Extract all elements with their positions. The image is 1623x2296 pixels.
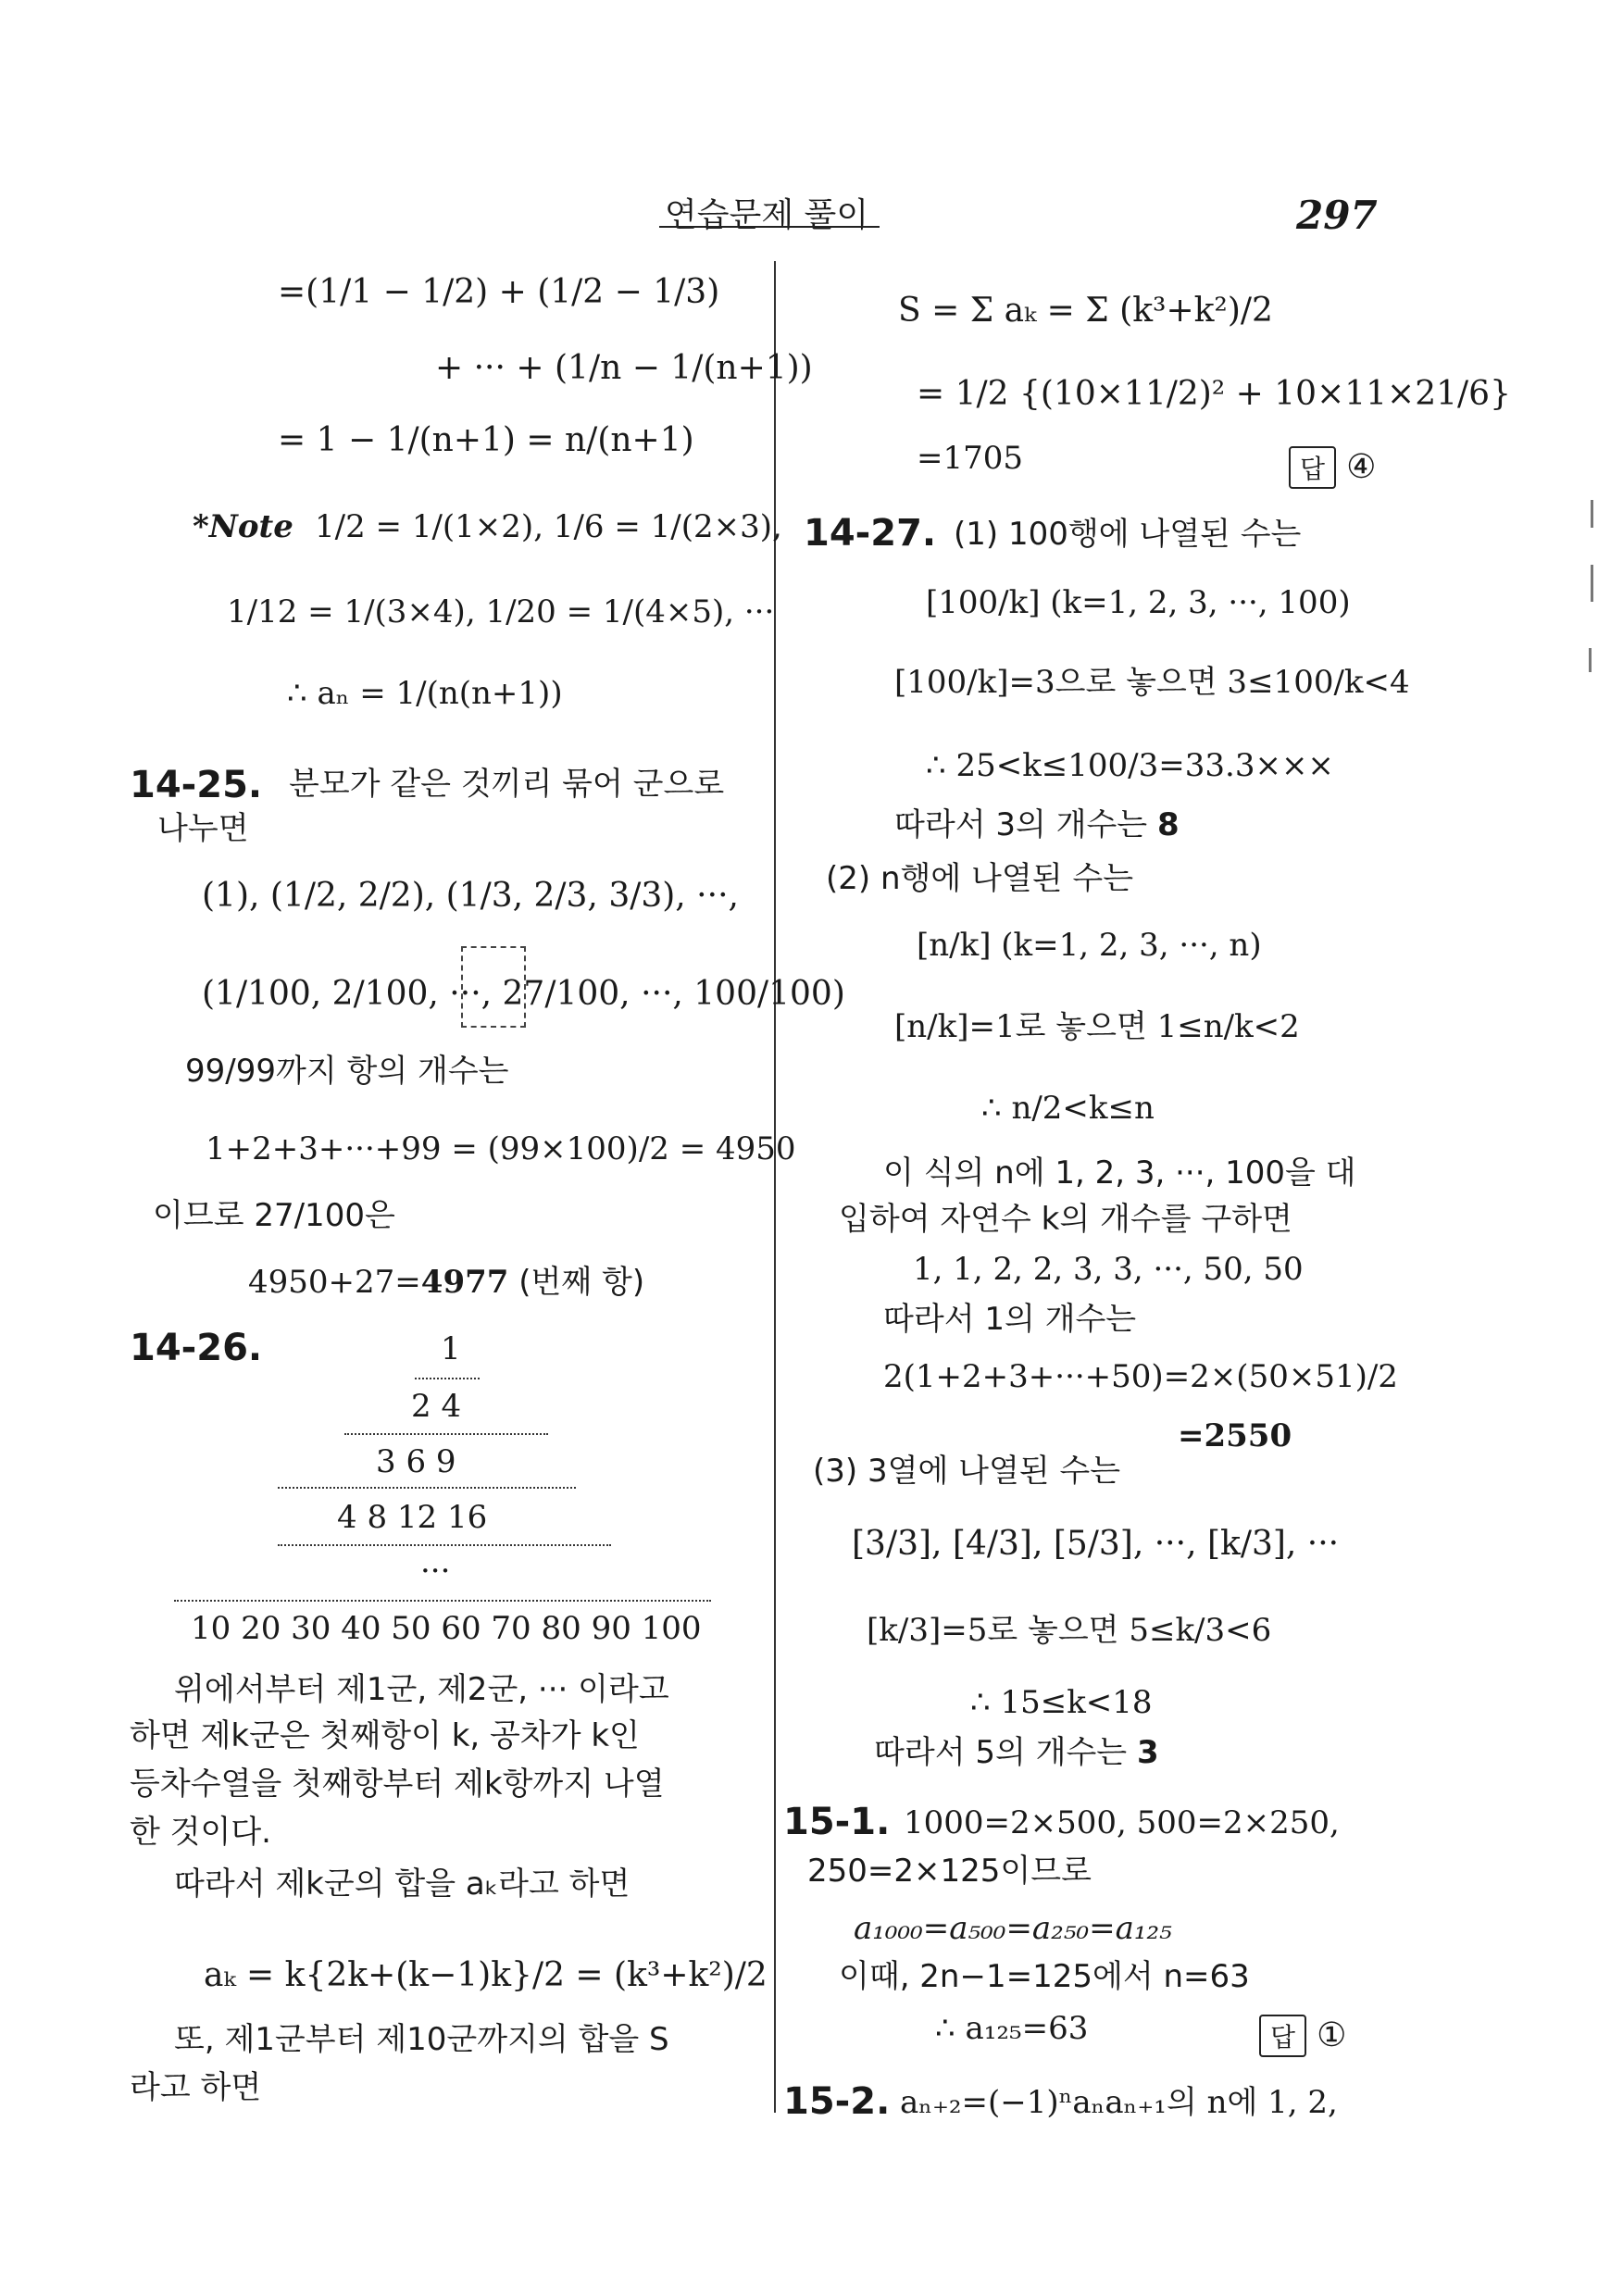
- triangle-row-2: 2 4: [411, 1388, 462, 1425]
- page-number: 297: [1296, 193, 1378, 238]
- s-line-2: = 1/2 {(10×11/2)² + 10×11×21/6}: [917, 375, 1511, 413]
- p26-text-1: 위에서부터 제1군, 제2군, ··· 이라고: [174, 1671, 669, 1708]
- problem-14-26-label: 14-26.: [130, 1327, 263, 1369]
- p27-1-ans: 8: [1156, 806, 1180, 843]
- p25-sum: 1+2+3+···+99 = (99×100)/2 = 4950: [206, 1130, 796, 1167]
- p27-2-a: [n/k] (k=1, 2, 3, ···, n): [917, 927, 1262, 964]
- p26-text-4: 한 것이다.: [130, 1814, 271, 1851]
- p25-text-4: 이므로 27/100은: [153, 1197, 395, 1234]
- telescope-line-1: =(1/1 − 1/2) + (1/2 − 1/3): [278, 273, 720, 311]
- p25-result-suffix: (번째 항): [518, 1264, 645, 1301]
- p25-text-3: 99/99까지 항의 개수는: [185, 1053, 509, 1090]
- p15-1-answer-label-box: 답: [1259, 2015, 1306, 2057]
- p27-1-d: 따라서 3의 개수는: [894, 806, 1148, 843]
- triangle-rule-2: [344, 1433, 548, 1435]
- triangle-rule-5: [174, 1600, 711, 1602]
- p15-1-a: 1000=2×500, 500=2×250,: [904, 1804, 1340, 1841]
- p26-text-5: 따라서 제k군의 합을 aₖ라고 하면: [174, 1866, 630, 1903]
- p27-1-b: [100/k]=3으로 놓으면 3≤100/k<4: [894, 664, 1410, 701]
- p27-1-c: ∴ 25<k≤100/3=33.3×××: [926, 747, 1334, 784]
- p27-3-b: [k/3]=5로 놓으면 5≤k/3<6: [867, 1612, 1272, 1649]
- answer-label-box: 답: [1289, 446, 1336, 489]
- problem-14-25-label: 14-25.: [130, 764, 263, 806]
- triangle-dots: ···: [420, 1553, 451, 1590]
- answer-choice: ④: [1346, 448, 1377, 486]
- triangle-last-row: 10 20 30 40 50 60 70 80 90 100: [191, 1610, 702, 1647]
- note-line-1: 1/2 = 1/(1×2), 1/6 = 1/(2×3),: [315, 508, 782, 545]
- margin-scan-mark: [1589, 648, 1592, 672]
- note-label: *Note: [193, 508, 293, 545]
- triangle-rule-1: [415, 1378, 480, 1379]
- p27-2-g: 따라서 1의 개수는: [883, 1301, 1137, 1338]
- header-underline: [659, 226, 880, 228]
- highlight-27-100-box: [461, 946, 526, 1028]
- problem-15-1-label: 15-1.: [783, 1801, 891, 1843]
- p27-2-text: (2) n행에 나열된 수는: [826, 860, 1134, 897]
- problem-14-27-label: 14-27.: [804, 512, 937, 555]
- problem-15-2-label: 15-2.: [783, 2080, 891, 2123]
- p15-1-e: ∴ a₁₂₅=63: [935, 2010, 1089, 2047]
- p27-1-a: [100/k] (k=1, 2, 3, ···, 100): [926, 584, 1351, 621]
- telescope-result: = 1 − 1/(n+1) = n/(n+1): [278, 421, 694, 459]
- p27-2-f: 1, 1, 2, 2, 3, 3, ···, 50, 50: [913, 1251, 1304, 1288]
- triangle-row-4: 4 8 12 16: [337, 1499, 488, 1536]
- p27-3-ans: 3: [1136, 1734, 1159, 1771]
- p15-1-b: 250=2×125이므로: [807, 1853, 1092, 1890]
- p26-text-7: 라고 하면: [130, 2069, 262, 2106]
- p26-text-3: 등차수열을 첫째항부터 제k항까지 나열: [130, 1766, 665, 1803]
- p27-1-text: (1) 100행에 나열된 수는: [954, 516, 1302, 553]
- p27-2-h: 2(1+2+3+···+50)=2×(50×51)/2: [883, 1358, 1398, 1395]
- triangle-row-3: 3 6 9: [376, 1443, 456, 1480]
- running-header: 연습문제 풀이: [665, 196, 869, 234]
- p25-text-2: 나누면: [157, 810, 249, 847]
- p27-2-ans: =2550: [1178, 1417, 1292, 1454]
- p15-1-c: a₁₀₀₀=a₅₀₀=a₂₅₀=a₁₂₅: [854, 1910, 1172, 1947]
- p15-2-a: aₙ₊₂=(−1)ⁿaₙaₙ₊₁의 n에 1, 2,: [900, 2084, 1338, 2121]
- p25-result: 4950+27=: [248, 1264, 421, 1301]
- telescope-line-2: + ··· + (1/n − 1/(n+1)): [435, 349, 813, 387]
- s-line-3: =1705: [917, 440, 1024, 477]
- p27-3-c: ∴ 15≤k<18: [970, 1684, 1153, 1721]
- p15-1-d: 이때, 2n−1=125에서 n=63: [839, 1958, 1250, 1995]
- p27-3-a: [3/3], [4/3], [5/3], ···, [k/3], ···: [852, 1525, 1340, 1563]
- p27-3-text: (3) 3열에 나열된 수는: [813, 1453, 1121, 1490]
- margin-scan-mark: [1591, 500, 1593, 528]
- triangle-rule-4: [278, 1544, 611, 1546]
- p27-2-e: 입하여 자연수 k의 개수를 구하면: [839, 1201, 1292, 1238]
- note-line-3: ∴ aₙ = 1/(n(n+1)): [287, 675, 563, 712]
- p26-text-2: 하면 제k군은 첫째항이 k, 공차가 k인: [130, 1717, 640, 1754]
- p25-groups-1: (1), (1/2, 2/2), (1/3, 2/3, 3/3), ···,: [202, 877, 739, 915]
- margin-scan-mark: [1591, 565, 1593, 602]
- p27-2-b: [n/k]=1로 놓으면 1≤n/k<2: [894, 1008, 1300, 1045]
- p25-text-1: 분모가 같은 것끼리 묶어 군으로: [289, 766, 725, 803]
- p26-formula: aₖ = k{2k+(k−1)k}/2 = (k³+k²)/2: [204, 1956, 768, 1994]
- p25-groups-2: (1/100, 2/100, ···, 27/100, ···, 100/100): [202, 975, 845, 1013]
- p27-2-c: ∴ n/2<k≤n: [981, 1090, 1155, 1127]
- p25-result-bold: 4977: [420, 1264, 509, 1301]
- triangle-rule-3: [278, 1487, 576, 1489]
- triangle-row-1: 1: [441, 1330, 461, 1367]
- p27-2-d: 이 식의 n에 1, 2, 3, ···, 100을 대: [883, 1154, 1356, 1192]
- p27-3-d: 따라서 5의 개수는: [874, 1734, 1128, 1771]
- p26-text-6: 또, 제1군부터 제10군까지의 합을 S: [174, 2021, 669, 2058]
- s-line-1: S = Σ aₖ = Σ (k³+k²)/2: [898, 292, 1273, 330]
- p15-1-answer-choice: ①: [1317, 2016, 1347, 2054]
- note-line-2: 1/12 = 1/(3×4), 1/20 = 1/(4×5), ···: [227, 593, 775, 630]
